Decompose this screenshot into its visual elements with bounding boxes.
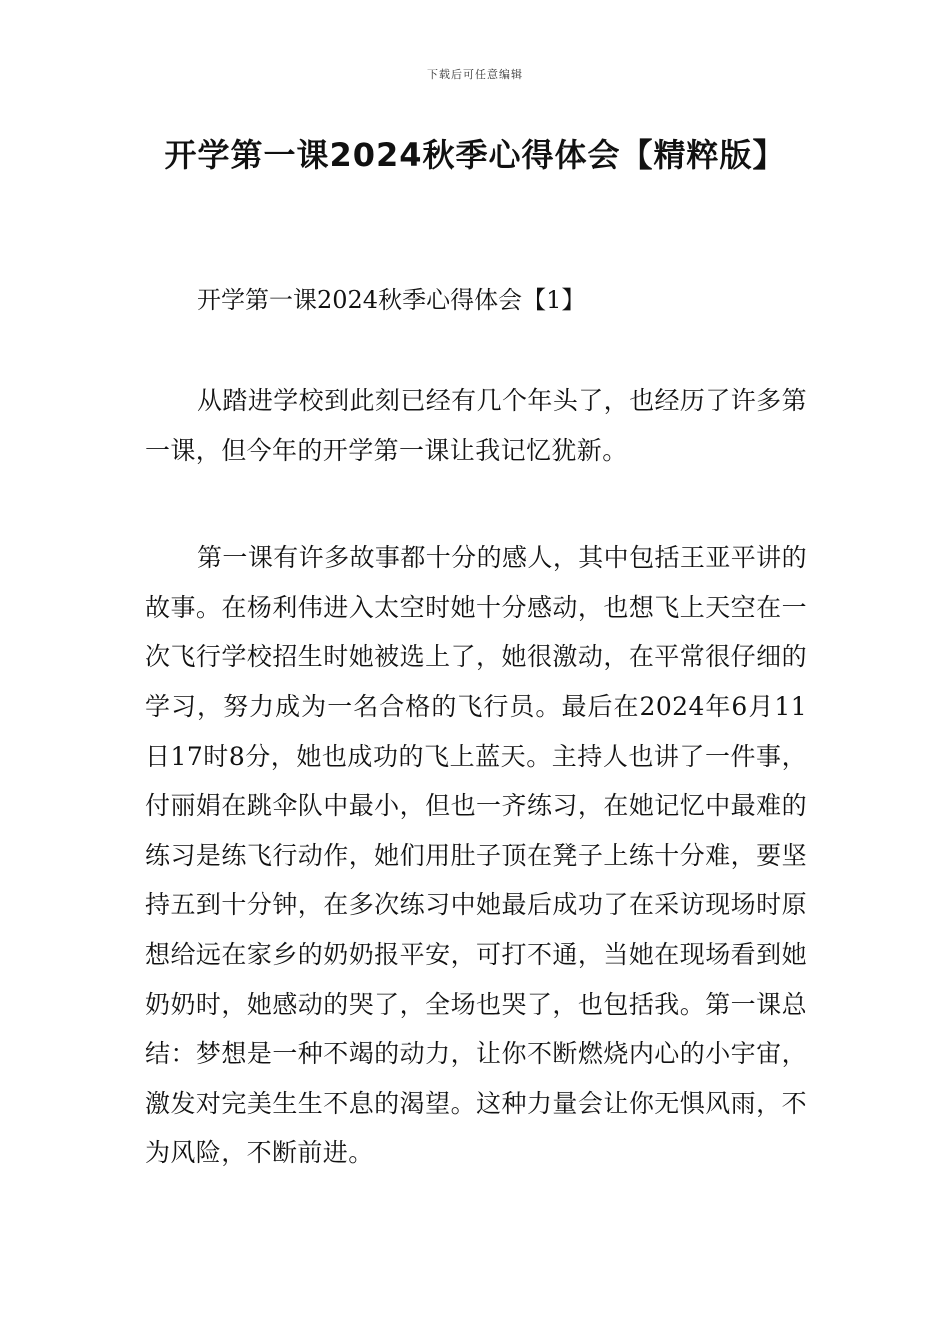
- document-title: 开学第一课2024秋季心得体会【精粹版】: [164, 136, 786, 174]
- header-note: 下载后可任意编辑: [427, 68, 523, 81]
- paragraph-2: 第一课有许多故事都十分的感人，其中包括王亚平讲的故事。在杨利伟进入太空时她十分感动，也想飞上天空在一次飞行学校招生时她被选上了，她很激动，在平常很仔细的学习，努力成为一名合格的飞行员。最后在2024年6月11日17时8分，她也成功的飞上蓝天。主持人也讲了一件事，付丽娟在跳伞队中最小，但也一齐练习，在她记忆中最难的练习是练飞行动作，她们用肚子顶在凳子上练十分难，要坚持五到十分钟，在多次练习中她最后成功了在采访现场时原想给远在家乡的奶奶报平安，可打不通，当她在现场看到她奶奶时，她感动的哭了，全场也哭了，也包括我。第一课总结：梦想是一种不竭的动力，让你不断燃烧内心的小宇宙，激发对完美生生不息的渴望。这种力量会让你无惧风雨，不为风险，不断前进。: [145, 543, 807, 1168]
- section-title: 开学第一课2024秋季心得体会【1】: [197, 286, 586, 314]
- document-body: [145, 280, 807, 1236]
- paragraph-1: 从踏进学校到此刻已经有几个年头了，也经历了许多第一课，但今年的开学第一课让我记忆犹新。: [145, 386, 807, 465]
